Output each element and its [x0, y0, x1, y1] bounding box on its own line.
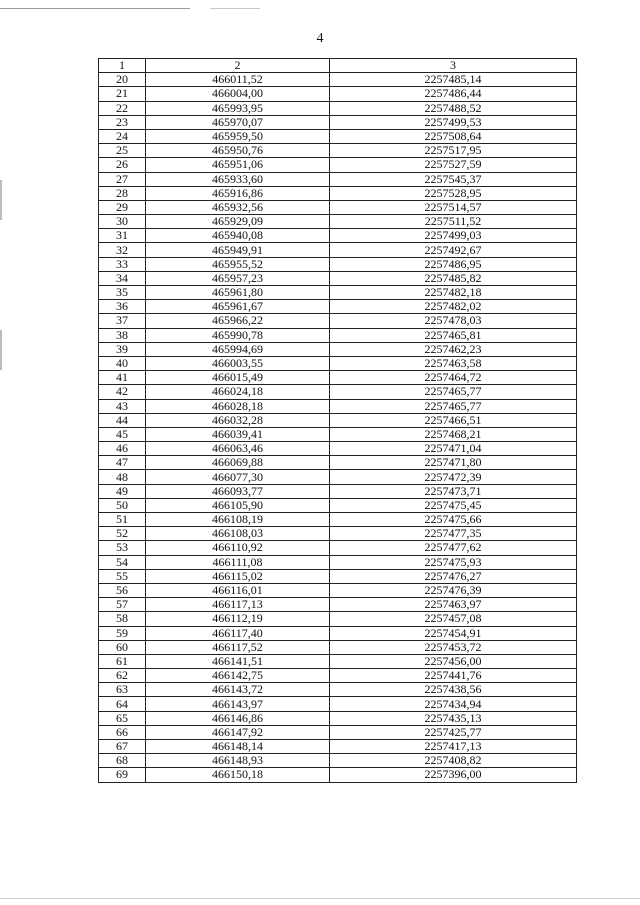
cell-x-coordinate: 466143,72 [146, 683, 330, 697]
cell-x-coordinate: 465950,76 [146, 144, 330, 158]
cell-x-coordinate: 466148,93 [146, 754, 330, 768]
cell-point-number: 47 [99, 456, 146, 470]
cell-x-coordinate: 465916,86 [146, 186, 330, 200]
cell-point-number: 20 [99, 73, 146, 87]
cell-y-coordinate: 2257478,03 [330, 314, 577, 328]
cell-y-coordinate: 2257462,23 [330, 342, 577, 356]
cell-y-coordinate: 2257527,59 [330, 158, 577, 172]
cell-y-coordinate: 2257435,13 [330, 711, 577, 725]
cell-point-number: 53 [99, 541, 146, 555]
cell-x-coordinate: 465994,69 [146, 342, 330, 356]
cell-x-coordinate: 466143,97 [146, 697, 330, 711]
table-row [99, 200, 577, 214]
table-row [99, 215, 577, 229]
table-row [99, 612, 577, 626]
table-row [99, 740, 577, 754]
cell-point-number: 58 [99, 612, 146, 626]
cell-point-number: 56 [99, 583, 146, 597]
scan-top-rule [0, 8, 190, 9]
cell-x-coordinate: 466117,52 [146, 640, 330, 654]
cell-x-coordinate: 466147,92 [146, 725, 330, 739]
cell-x-coordinate: 466116,01 [146, 583, 330, 597]
table-row [99, 626, 577, 640]
cell-point-number: 69 [99, 768, 146, 782]
cell-point-number: 25 [99, 144, 146, 158]
cell-x-coordinate: 466011,52 [146, 73, 330, 87]
cell-y-coordinate: 2257545,37 [330, 172, 577, 186]
cell-x-coordinate: 466004,00 [146, 87, 330, 101]
cell-x-coordinate: 465961,80 [146, 286, 330, 300]
cell-point-number: 45 [99, 427, 146, 441]
cell-point-number: 22 [99, 101, 146, 115]
cell-point-number: 48 [99, 470, 146, 484]
cell-point-number: 57 [99, 598, 146, 612]
cell-y-coordinate: 2257438,56 [330, 683, 577, 697]
cell-point-number: 67 [99, 740, 146, 754]
cell-y-coordinate: 2257477,35 [330, 527, 577, 541]
table-row [99, 555, 577, 569]
cell-x-coordinate: 466039,41 [146, 427, 330, 441]
cell-y-coordinate: 2257475,93 [330, 555, 577, 569]
cell-point-number: 26 [99, 158, 146, 172]
cell-point-number: 33 [99, 257, 146, 271]
table-row [99, 498, 577, 512]
cell-x-coordinate: 465951,06 [146, 158, 330, 172]
cell-y-coordinate: 2257441,76 [330, 669, 577, 683]
cell-y-coordinate: 2257492,67 [330, 243, 577, 257]
cell-point-number: 35 [99, 286, 146, 300]
cell-x-coordinate: 466024,18 [146, 385, 330, 399]
table-row [99, 484, 577, 498]
cell-x-coordinate: 466117,40 [146, 626, 330, 640]
cell-y-coordinate: 2257511,52 [330, 215, 577, 229]
table-row [99, 172, 577, 186]
page-number: 4 [316, 31, 324, 46]
cell-y-coordinate: 2257485,14 [330, 73, 577, 87]
cell-y-coordinate: 2257466,51 [330, 413, 577, 427]
table-header-row [99, 59, 577, 73]
cell-point-number: 68 [99, 754, 146, 768]
cell-y-coordinate: 2257475,45 [330, 498, 577, 512]
cell-y-coordinate: 2257499,03 [330, 229, 577, 243]
cell-point-number: 44 [99, 413, 146, 427]
cell-y-coordinate: 2257434,94 [330, 697, 577, 711]
cell-point-number: 40 [99, 356, 146, 370]
table-row [99, 129, 577, 143]
cell-point-number: 37 [99, 314, 146, 328]
coordinates-table [98, 58, 577, 783]
cell-point-number: 31 [99, 229, 146, 243]
cell-x-coordinate: 465940,08 [146, 229, 330, 243]
header-cell-y-coordinate: 3 [330, 59, 577, 73]
cell-y-coordinate: 2257465,81 [330, 328, 577, 342]
scan-top-rule-fragment [210, 8, 260, 9]
cell-y-coordinate: 2257463,58 [330, 356, 577, 370]
table-row [99, 73, 577, 87]
cell-x-coordinate: 466003,55 [146, 356, 330, 370]
cell-y-coordinate: 2257408,82 [330, 754, 577, 768]
cell-x-coordinate: 466028,18 [146, 399, 330, 413]
cell-point-number: 52 [99, 527, 146, 541]
table-row [99, 356, 577, 370]
cell-point-number: 51 [99, 513, 146, 527]
cell-point-number: 41 [99, 371, 146, 385]
cell-x-coordinate: 466015,49 [146, 371, 330, 385]
cell-point-number: 38 [99, 328, 146, 342]
table-row [99, 158, 577, 172]
cell-y-coordinate: 2257476,27 [330, 569, 577, 583]
cell-y-coordinate: 2257453,72 [330, 640, 577, 654]
table-row [99, 371, 577, 385]
header-cell-point-number: 1 [99, 59, 146, 73]
cell-point-number: 61 [99, 654, 146, 668]
cell-x-coordinate: 466105,90 [146, 498, 330, 512]
table-row [99, 427, 577, 441]
cell-y-coordinate: 2257528,95 [330, 186, 577, 200]
cell-y-coordinate: 2257456,00 [330, 654, 577, 668]
table-row [99, 569, 577, 583]
table-row [99, 725, 577, 739]
table-row [99, 413, 577, 427]
cell-point-number: 32 [99, 243, 146, 257]
cell-y-coordinate: 2257486,44 [330, 87, 577, 101]
table-row [99, 328, 577, 342]
table-row [99, 442, 577, 456]
cell-y-coordinate: 2257471,80 [330, 456, 577, 470]
table-row [99, 399, 577, 413]
cell-x-coordinate: 466069,88 [146, 456, 330, 470]
cell-point-number: 24 [99, 129, 146, 143]
table-row [99, 583, 577, 597]
table-row [99, 654, 577, 668]
table-row [99, 300, 577, 314]
cell-x-coordinate: 466110,92 [146, 541, 330, 555]
cell-x-coordinate: 465959,50 [146, 129, 330, 143]
table-row [99, 115, 577, 129]
table-row [99, 697, 577, 711]
table-row [99, 683, 577, 697]
cell-x-coordinate: 466063,46 [146, 442, 330, 456]
cell-y-coordinate: 2257482,18 [330, 286, 577, 300]
cell-point-number: 42 [99, 385, 146, 399]
cell-point-number: 29 [99, 200, 146, 214]
header-cell-x-coordinate: 2 [146, 59, 330, 73]
cell-y-coordinate: 2257468,21 [330, 427, 577, 441]
cell-point-number: 34 [99, 271, 146, 285]
cell-point-number: 55 [99, 569, 146, 583]
cell-x-coordinate: 465990,78 [146, 328, 330, 342]
cell-x-coordinate: 465933,60 [146, 172, 330, 186]
cell-x-coordinate: 466111,08 [146, 555, 330, 569]
table-row [99, 456, 577, 470]
table-row [99, 314, 577, 328]
cell-point-number: 27 [99, 172, 146, 186]
cell-x-coordinate: 465993,95 [146, 101, 330, 115]
cell-x-coordinate: 465957,23 [146, 271, 330, 285]
cell-x-coordinate: 466146,86 [146, 711, 330, 725]
cell-point-number: 30 [99, 215, 146, 229]
cell-point-number: 50 [99, 498, 146, 512]
cell-y-coordinate: 2257473,71 [330, 484, 577, 498]
cell-y-coordinate: 2257486,95 [330, 257, 577, 271]
cell-point-number: 64 [99, 697, 146, 711]
cell-x-coordinate: 465966,22 [146, 314, 330, 328]
table-row [99, 470, 577, 484]
scan-margin-mark [0, 330, 2, 370]
cell-x-coordinate: 466108,19 [146, 513, 330, 527]
cell-point-number: 28 [99, 186, 146, 200]
table-row [99, 711, 577, 725]
cell-y-coordinate: 2257514,57 [330, 200, 577, 214]
table-row [99, 768, 577, 782]
cell-x-coordinate: 465949,91 [146, 243, 330, 257]
cell-point-number: 46 [99, 442, 146, 456]
table-row [99, 541, 577, 555]
table-row [99, 229, 577, 243]
cell-x-coordinate: 466077,30 [146, 470, 330, 484]
table-row [99, 640, 577, 654]
cell-x-coordinate: 466032,28 [146, 413, 330, 427]
cell-point-number: 36 [99, 300, 146, 314]
table-row [99, 101, 577, 115]
table-row [99, 257, 577, 271]
cell-x-coordinate: 466112,19 [146, 612, 330, 626]
cell-y-coordinate: 2257454,91 [330, 626, 577, 640]
cell-y-coordinate: 2257457,08 [330, 612, 577, 626]
cell-x-coordinate: 466142,75 [146, 669, 330, 683]
cell-point-number: 62 [99, 669, 146, 683]
cell-y-coordinate: 2257465,77 [330, 385, 577, 399]
cell-y-coordinate: 2257463,97 [330, 598, 577, 612]
cell-y-coordinate: 2257425,77 [330, 725, 577, 739]
cell-x-coordinate: 466141,51 [146, 654, 330, 668]
cell-y-coordinate: 2257488,52 [330, 101, 577, 115]
cell-y-coordinate: 2257464,72 [330, 371, 577, 385]
cell-y-coordinate: 2257396,00 [330, 768, 577, 782]
cell-y-coordinate: 2257417,13 [330, 740, 577, 754]
cell-y-coordinate: 2257465,77 [330, 399, 577, 413]
table-row [99, 286, 577, 300]
cell-x-coordinate: 466108,03 [146, 527, 330, 541]
table-row [99, 527, 577, 541]
table-row [99, 342, 577, 356]
cell-point-number: 65 [99, 711, 146, 725]
cell-x-coordinate: 465970,07 [146, 115, 330, 129]
cell-y-coordinate: 2257508,64 [330, 129, 577, 143]
table-row [99, 754, 577, 768]
table-row [99, 385, 577, 399]
cell-x-coordinate: 466117,13 [146, 598, 330, 612]
cell-point-number: 60 [99, 640, 146, 654]
table-body [99, 73, 577, 782]
cell-y-coordinate: 2257499,53 [330, 115, 577, 129]
cell-point-number: 66 [99, 725, 146, 739]
table-row [99, 243, 577, 257]
cell-x-coordinate: 465932,56 [146, 200, 330, 214]
cell-y-coordinate: 2257476,39 [330, 583, 577, 597]
table-row [99, 87, 577, 101]
cell-y-coordinate: 2257477,62 [330, 541, 577, 555]
cell-x-coordinate: 466115,02 [146, 569, 330, 583]
table-row [99, 513, 577, 527]
cell-x-coordinate: 466150,18 [146, 768, 330, 782]
cell-x-coordinate: 465961,67 [146, 300, 330, 314]
cell-point-number: 63 [99, 683, 146, 697]
cell-point-number: 43 [99, 399, 146, 413]
cell-y-coordinate: 2257475,66 [330, 513, 577, 527]
cell-x-coordinate: 465929,09 [146, 215, 330, 229]
cell-point-number: 59 [99, 626, 146, 640]
table-row [99, 669, 577, 683]
cell-point-number: 21 [99, 87, 146, 101]
cell-y-coordinate: 2257482,02 [330, 300, 577, 314]
table-row [99, 271, 577, 285]
cell-x-coordinate: 465955,52 [146, 257, 330, 271]
cell-y-coordinate: 2257471,04 [330, 442, 577, 456]
table-row [99, 598, 577, 612]
scan-margin-mark [0, 180, 2, 220]
cell-y-coordinate: 2257485,82 [330, 271, 577, 285]
table-row [99, 144, 577, 158]
cell-y-coordinate: 2257517,95 [330, 144, 577, 158]
scan-bottom-rule [0, 898, 640, 899]
cell-point-number: 23 [99, 115, 146, 129]
table-row [99, 186, 577, 200]
cell-point-number: 49 [99, 484, 146, 498]
cell-point-number: 54 [99, 555, 146, 569]
cell-point-number: 39 [99, 342, 146, 356]
cell-x-coordinate: 466148,14 [146, 740, 330, 754]
cell-x-coordinate: 466093,77 [146, 484, 330, 498]
cell-y-coordinate: 2257472,39 [330, 470, 577, 484]
